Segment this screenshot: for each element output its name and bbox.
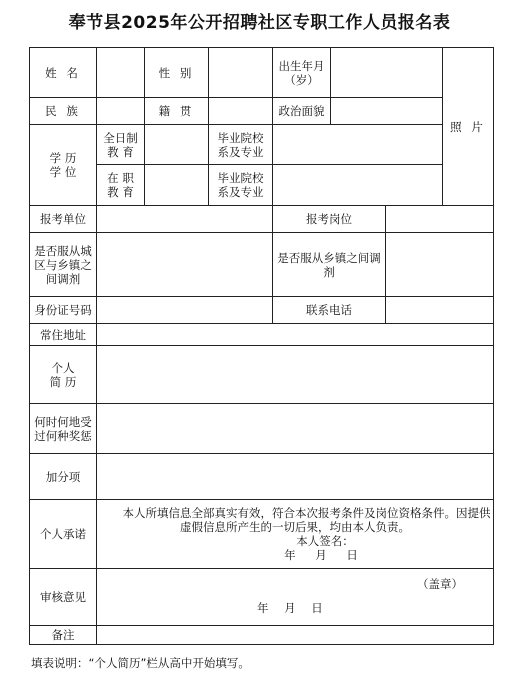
- pledge-date: 年 月 日: [284, 548, 366, 562]
- label-native-place: 籍 贯: [145, 98, 209, 125]
- label-bonus: 加分项: [30, 454, 97, 500]
- label-school-major-1: 毕业院校 系及专业: [209, 125, 273, 165]
- input-employer[interactable]: [97, 206, 273, 233]
- label-pledge: 个人承诺: [30, 500, 97, 569]
- label-transfer-town: 是否服从城区与乡镇之间调剂: [30, 233, 97, 297]
- label-parttime: 在 职 教 育: [97, 165, 145, 206]
- input-fulltime-degree[interactable]: [145, 125, 209, 165]
- pledge-signature: 本人签名：: [296, 534, 354, 548]
- label-position: 报考岗位: [273, 206, 386, 233]
- form-title: 奉节县2025年公开招聘社区专职工作人员报名表: [68, 13, 451, 33]
- label-address: 常住地址: [30, 324, 97, 346]
- audit-date: 年 月 日: [257, 601, 329, 615]
- label-school-major-2: 毕业院校 系及专业: [209, 165, 273, 206]
- input-resume[interactable]: [97, 346, 494, 404]
- label-id-number: 身份证号码: [30, 297, 97, 324]
- input-transfer-town-2[interactable]: [386, 233, 494, 297]
- input-native-place[interactable]: [209, 98, 273, 125]
- input-name[interactable]: [97, 48, 145, 98]
- input-birth[interactable]: [331, 48, 443, 98]
- label-remark: 备注: [30, 626, 97, 645]
- input-school-major-2[interactable]: [273, 165, 443, 206]
- label-phone: 联系电话: [273, 297, 386, 324]
- input-phone[interactable]: [386, 297, 494, 324]
- label-transfer-town-2: 是否服从乡镇之间调剂: [273, 233, 386, 297]
- audit-cell[interactable]: [97, 569, 494, 626]
- input-bonus[interactable]: [97, 454, 494, 500]
- label-name: 姓 名: [30, 48, 97, 98]
- input-remark[interactable]: [97, 626, 494, 645]
- label-gender: 性 别: [145, 48, 209, 98]
- label-birth: 出生年月（岁）: [273, 48, 331, 98]
- label-resume: 个人 简 历: [30, 346, 97, 404]
- pledge-text: 本人所填信息全部真实有效，符合本次报考条件及岗位资格条件。因提供虚假信息所产生的一切后果，均由本人负责。: [122, 506, 491, 534]
- form-note: 填表说明：“个人简历”栏从高中开始填写。: [31, 656, 250, 670]
- input-parttime-degree[interactable]: [145, 165, 209, 206]
- label-awards: 何时何地受过何种奖惩: [30, 404, 97, 454]
- input-gender[interactable]: [209, 48, 273, 98]
- input-school-major-1[interactable]: [273, 125, 443, 165]
- label-ethnicity: 民 族: [30, 98, 97, 125]
- input-transfer-town[interactable]: [97, 233, 273, 297]
- input-position[interactable]: [386, 206, 494, 233]
- registration-form-table: [29, 47, 494, 645]
- input-ethnicity[interactable]: [97, 98, 145, 125]
- input-address[interactable]: [97, 324, 494, 346]
- label-education: 学 历 学 位: [30, 125, 97, 206]
- label-fulltime: 全日制 教 育: [97, 125, 145, 165]
- label-political-status: 政治面貌: [273, 98, 331, 125]
- audit-seal: （盖章）: [417, 577, 463, 591]
- photo-cell[interactable]: 照 片: [443, 48, 494, 206]
- label-employer: 报考单位: [30, 206, 97, 233]
- input-awards[interactable]: [97, 404, 494, 454]
- input-id-number[interactable]: [97, 297, 273, 324]
- pledge-cell: [97, 500, 494, 569]
- input-political-status[interactable]: [331, 98, 443, 125]
- label-audit: 审核意见: [30, 569, 97, 626]
